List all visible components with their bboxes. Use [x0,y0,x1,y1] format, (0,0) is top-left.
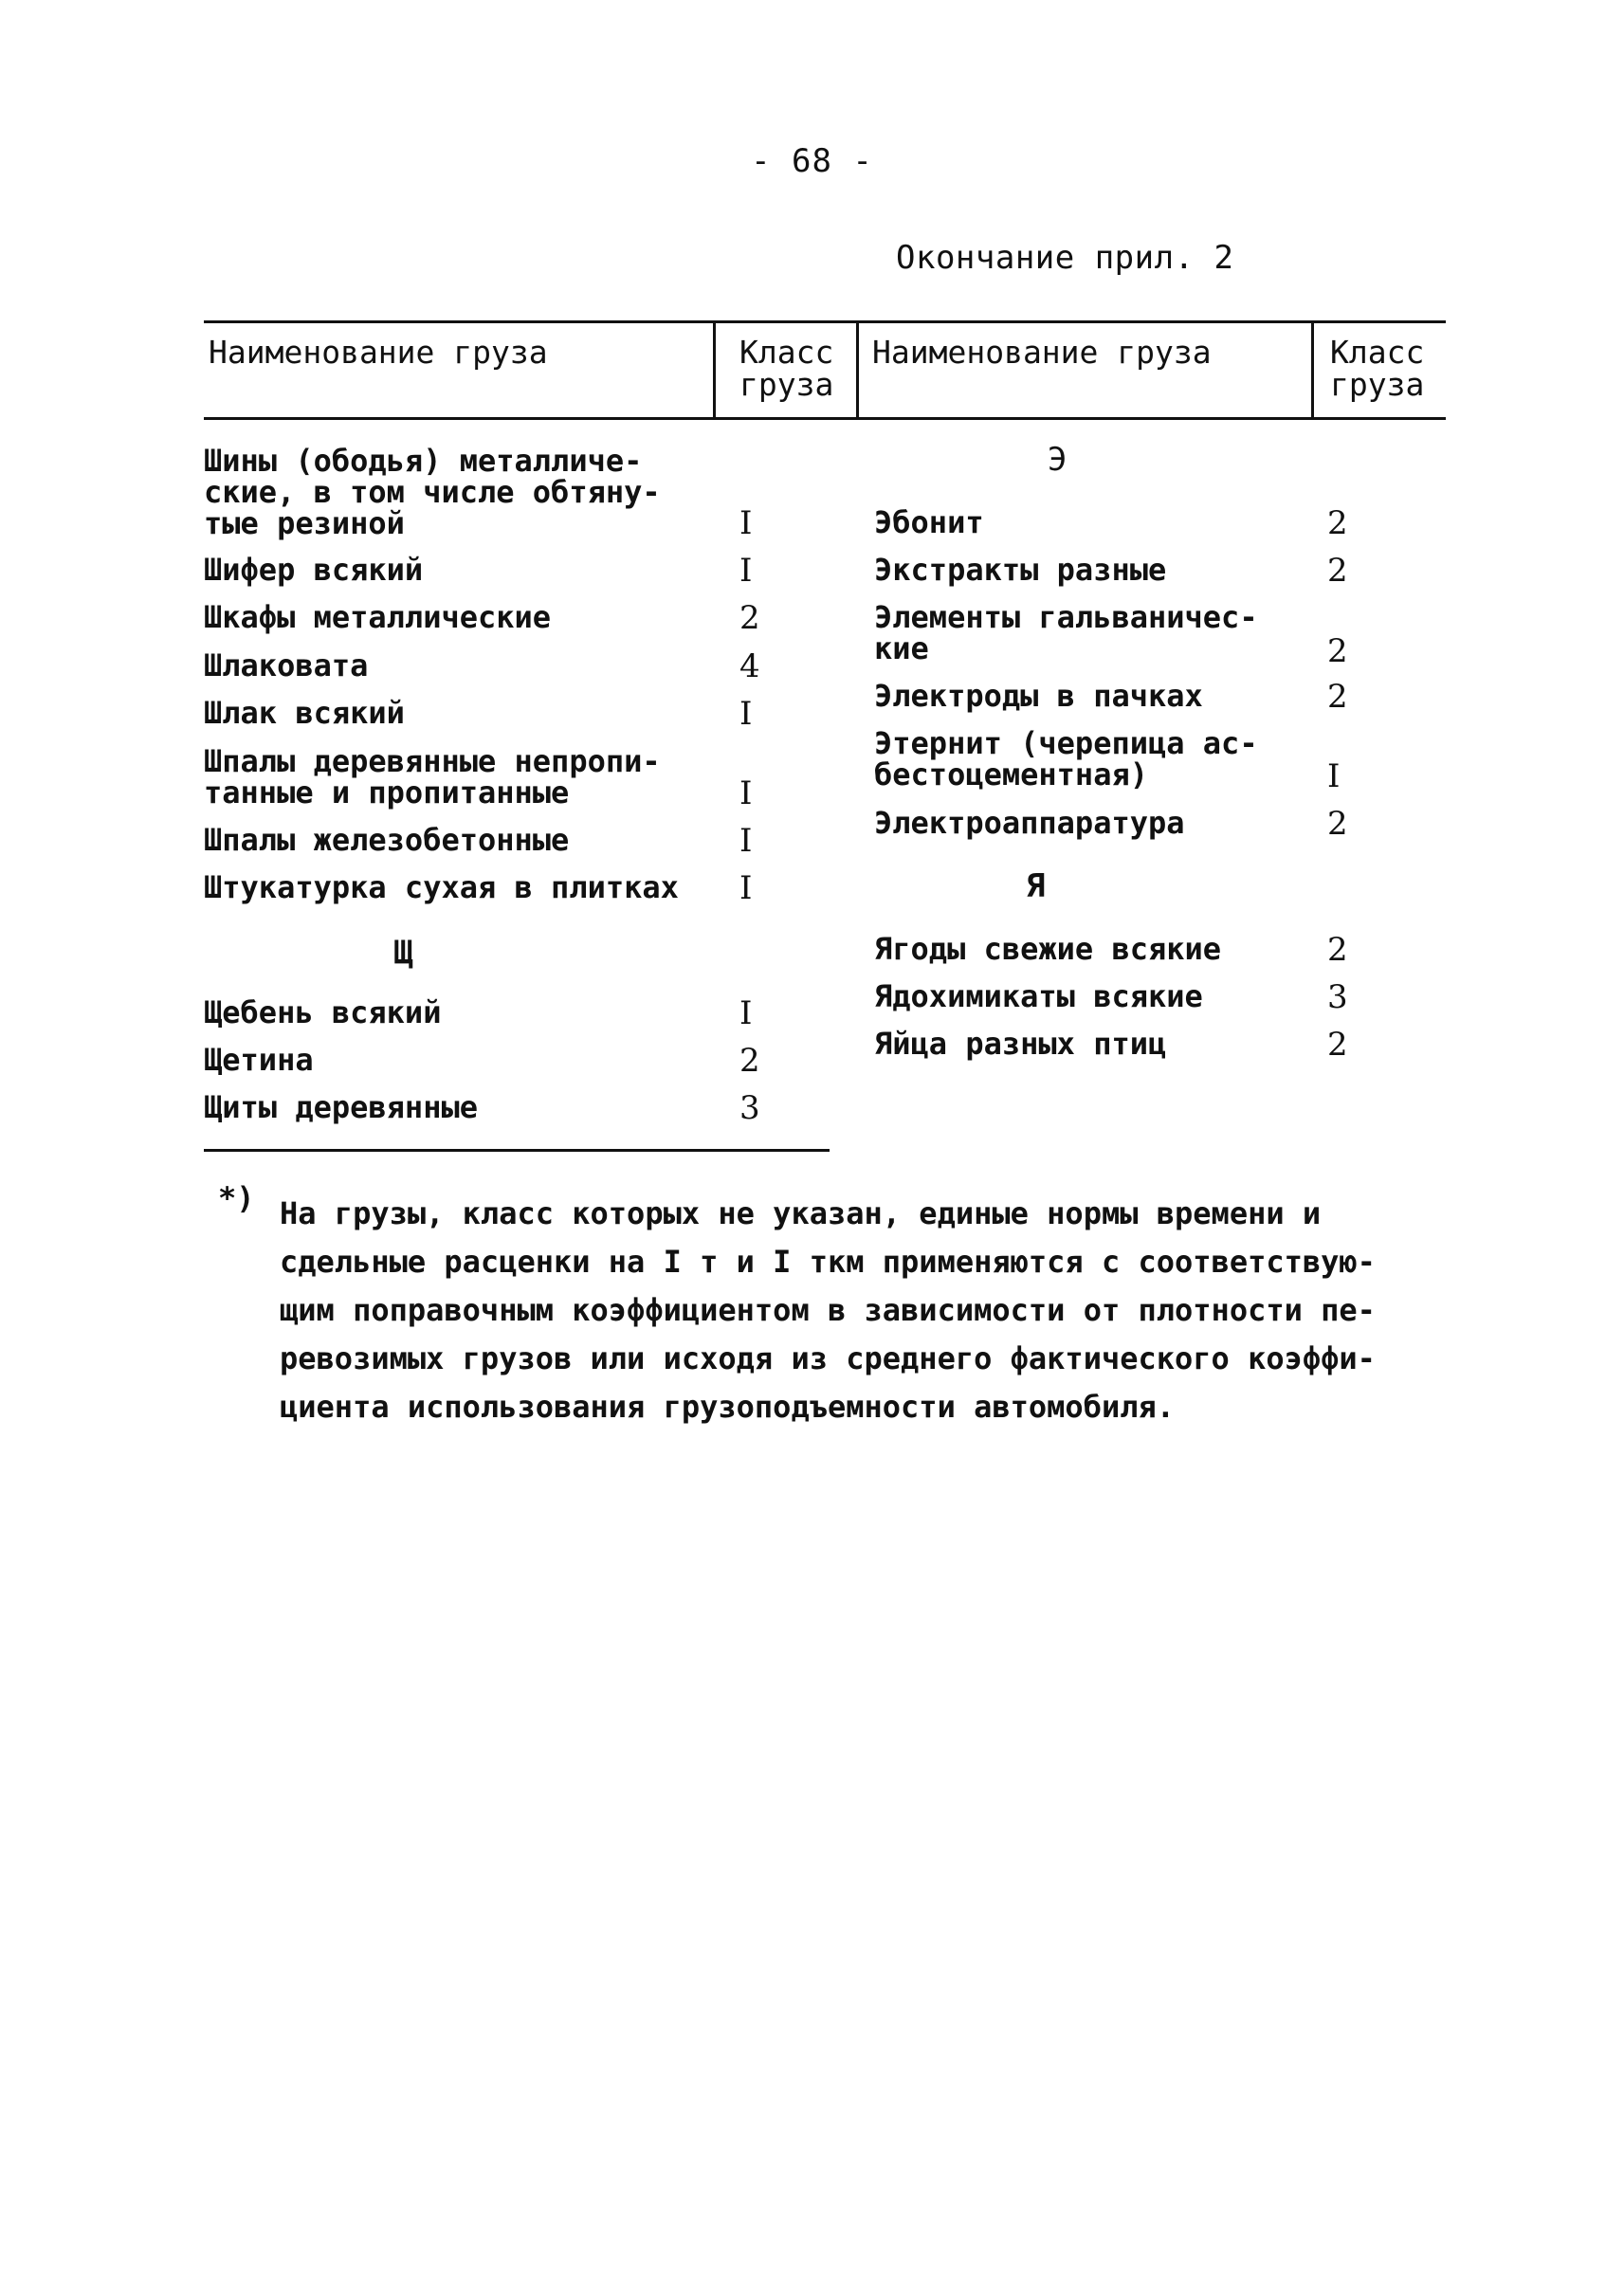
right-row-name: Яйца разных птиц [874,1026,1167,1062]
left-row-name: Шины (ободья) металличе- ские, в том числе обтяну- тые резиной [204,443,661,541]
left-row-class: 3 [739,1089,760,1127]
left-row-name: Щетина [204,1042,314,1078]
right-row-class: 2 [1327,678,1348,716]
left-row-class: 2 [739,1042,760,1080]
right-row-name: Этернит (черепица ас- бестоцементная) [874,725,1258,792]
left-row-name: Шкафы металлические [204,599,552,635]
right-row-name: Ягоды свежие всякие [874,931,1222,967]
table-header-rule [204,417,1446,420]
left-row-name: Шпалы железобетонные [204,822,570,858]
right-row-class: 2 [1327,504,1348,542]
header-class-right: Класс груза [1330,334,1425,403]
table-top-rule [204,320,1446,323]
header-name-right: Наименование груза [872,334,1212,371]
left-row-class: I [739,695,753,733]
left-row-class: I [739,552,753,590]
left-row-name: Щебень всякий [204,994,442,1030]
right-row-name: Эбонит [874,504,984,540]
right-row-name: Электроды в пачках [874,678,1203,714]
header-class-left: Класс груза [739,334,834,403]
right-row-class: I [1327,757,1341,795]
left-row-class: I [739,994,753,1032]
left-row-name: Штукатурка сухая в плитках [204,869,679,905]
section-letter: Щ [393,934,413,972]
left-row-class: 4 [739,647,760,685]
left-row-class: I [739,504,753,542]
right-row-name: Электроаппаратура [874,805,1185,841]
left-row-name: Шифер всякий [204,552,424,588]
section-letter: Э [1048,441,1067,479]
right-row-class: 2 [1327,632,1348,670]
header-name-left: Наименование груза [209,334,548,371]
right-row-class: 3 [1327,978,1348,1016]
right-row-class: 2 [1327,805,1348,843]
continuation-title: Окончание прил. 2 [896,239,1234,277]
footnote-text: На грузы, класс которых не указан, единые нормы времени и сдельные расценки на I т и I ткм применяются с соответствую- щим поправочным коэффициентом в зависимости от плотности пе- ревозимых грузов или исходя из среднего фактического коэффи- циента использования грузоподъемности автомобиля. [280,1195,1376,1425]
left-row-class: I [739,774,753,812]
header-divider-2 [856,322,859,417]
left-row-class: 2 [739,599,760,637]
page-number: - 68 - [751,142,873,180]
left-row-name: Шлак всякий [204,695,405,731]
right-row-name: Элементы гальваничес- кие [874,599,1258,666]
left-row-name: Шлаковата [204,647,369,683]
right-row-class: 2 [1327,931,1348,969]
header-divider-1 [713,322,716,417]
left-row-class: I [739,869,753,907]
left-row-class: I [739,822,753,860]
right-row-name: Ядохимикаты всякие [874,978,1203,1014]
right-row-class: 2 [1327,552,1348,590]
footnote-mark: *) [218,1180,255,1216]
header-divider-3 [1311,322,1314,417]
right-row-class: 2 [1327,1026,1348,1064]
section-letter: Я [1026,867,1046,905]
right-row-name: Экстракты разные [874,552,1167,588]
left-row-name: Щиты деревянные [204,1089,478,1125]
left-row-name: Шпалы деревянные непропи- танные и пропитанные [204,743,661,811]
table-bottom-rule [204,1149,830,1152]
